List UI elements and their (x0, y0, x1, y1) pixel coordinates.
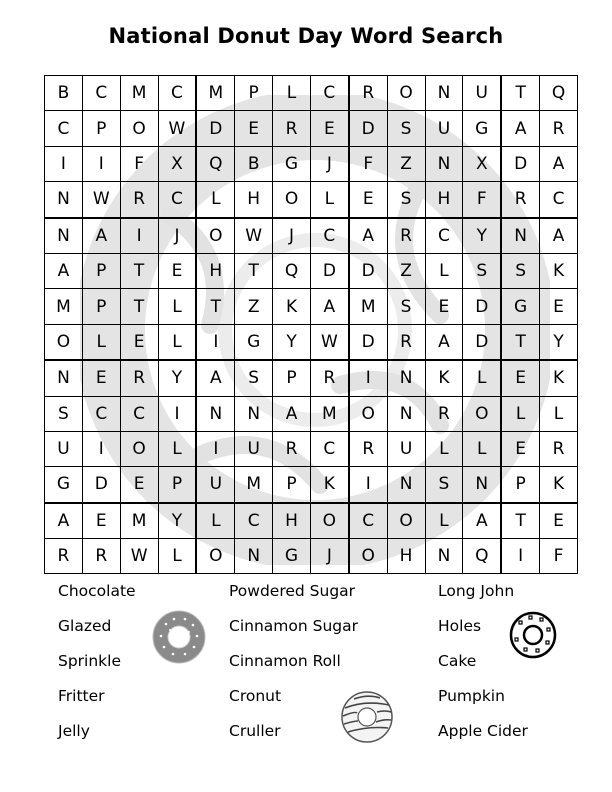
grid-cell: O (273, 182, 311, 218)
grid-cell: F (463, 182, 501, 218)
grid-row (45, 503, 578, 539)
grid-cell: Q (540, 76, 578, 111)
grid-cell: C (540, 182, 578, 218)
grid-cell: A (45, 253, 83, 288)
grid-cell: N (45, 218, 83, 254)
grid-cell: R (120, 360, 158, 396)
grid-cell: I (120, 218, 158, 254)
word-item: Sprinkle (58, 652, 121, 670)
grid-cell: K (273, 289, 311, 324)
letter-grid (44, 75, 578, 574)
grid-row (45, 253, 578, 288)
grid-cell: W (158, 111, 196, 146)
grid-cell: A (45, 503, 83, 539)
grid-cell: R (387, 324, 425, 360)
grid-row (45, 360, 578, 396)
grid-cell: O (349, 396, 387, 431)
grid-cell: O (120, 431, 158, 466)
grid-cell: R (501, 182, 539, 218)
grid-cell: A (425, 324, 463, 360)
grid-row (45, 218, 578, 254)
grid-cell: U (463, 76, 501, 111)
gray-sprinkled-donut-icon (152, 610, 206, 664)
grid-cell: L (158, 539, 196, 574)
grid-row (45, 111, 578, 146)
grid-cell: B (45, 76, 83, 111)
word-item: Holes (438, 617, 482, 635)
grid-cell: A (463, 503, 501, 539)
grid-cell: N (387, 467, 425, 503)
grid-cell: Y (540, 324, 578, 360)
grid-cell: J (158, 218, 196, 254)
grid-row (45, 146, 578, 181)
grid-cell: E (310, 111, 348, 146)
grid-cell: I (45, 146, 83, 181)
grid-cell: C (349, 503, 387, 539)
grid-cell: O (349, 539, 387, 574)
grid-cell: C (158, 76, 196, 111)
grid-cell: N (387, 360, 425, 396)
grid-cell: F (120, 146, 158, 181)
grid-cell: N (425, 539, 463, 574)
grid-cell: R (45, 539, 83, 574)
grid-cell: M (120, 503, 158, 539)
grid-cell: K (540, 253, 578, 288)
grid-cell: D (196, 111, 234, 146)
grid-cell: I (82, 146, 120, 181)
grid-cell: E (82, 360, 120, 396)
grid-cell: R (273, 431, 311, 466)
grid-cell: P (273, 467, 311, 503)
grid-cell: T (501, 324, 539, 360)
grid-cell: W (310, 324, 348, 360)
grid-cell: N (235, 539, 273, 574)
grid-cell: D (310, 253, 348, 288)
grid-cell: E (349, 182, 387, 218)
grid-cell: Y (273, 324, 311, 360)
grid-cell: M (235, 467, 273, 503)
grid-cell: E (158, 253, 196, 288)
grid-cell: E (120, 324, 158, 360)
grid-cell: O (463, 396, 501, 431)
word-item: Cruller (229, 722, 281, 740)
grid-row (45, 467, 578, 503)
grid-cell: T (501, 503, 539, 539)
grid-cell: T (120, 289, 158, 324)
grid-row (45, 431, 578, 466)
grid-row (45, 182, 578, 218)
grid-cell: R (349, 76, 387, 111)
grid-cell: A (501, 111, 539, 146)
grid-cell: S (425, 467, 463, 503)
grid-cell: L (425, 503, 463, 539)
grid-cell: L (158, 431, 196, 466)
striped-donut-icon (340, 690, 394, 744)
grid-cell: L (540, 396, 578, 431)
grid-cell: U (196, 467, 234, 503)
grid-cell: L (158, 324, 196, 360)
grid-cell: L (273, 76, 311, 111)
grid-cell: O (310, 503, 348, 539)
word-item: Jelly (58, 722, 90, 740)
grid-cell: P (273, 360, 311, 396)
grid-cell: C (45, 111, 83, 146)
grid-cell: M (349, 289, 387, 324)
grid-cell: T (501, 76, 539, 111)
grid-cell: E (425, 289, 463, 324)
grid-cell: W (120, 539, 158, 574)
word-item: Apple Cider (438, 722, 528, 740)
grid-cell: K (425, 360, 463, 396)
grid-cell: I (196, 431, 234, 466)
grid-cell: Z (235, 289, 273, 324)
outlined-sprinkle-donut-icon (509, 611, 557, 659)
grid-cell: T (235, 253, 273, 288)
grid-cell: K (540, 467, 578, 503)
grid-cell: D (349, 111, 387, 146)
grid-cell: S (387, 111, 425, 146)
word-item: Cinnamon Roll (229, 652, 341, 670)
grid-cell: R (425, 396, 463, 431)
grid-cell: B (235, 146, 273, 181)
grid-cell: O (196, 539, 234, 574)
grid-cell: F (540, 539, 578, 574)
grid-cell: L (425, 431, 463, 466)
word-item: Long John (438, 582, 515, 600)
grid-cell: U (45, 431, 83, 466)
grid-cell: R (349, 431, 387, 466)
grid-cell: N (196, 396, 234, 431)
word-item: Cronut (229, 687, 282, 705)
grid-cell: A (273, 396, 311, 431)
grid-cell: W (235, 218, 273, 254)
grid-cell: F (349, 146, 387, 181)
grid-cell: G (463, 111, 501, 146)
grid-cell: E (82, 503, 120, 539)
grid-cell: H (235, 182, 273, 218)
grid-cell: S (463, 253, 501, 288)
grid-cell: L (463, 360, 501, 396)
grid-cell: A (196, 360, 234, 396)
grid-cell: U (425, 111, 463, 146)
grid-cell: S (387, 289, 425, 324)
grid-cell: C (158, 182, 196, 218)
grid-cell: M (196, 76, 234, 111)
grid-cell: D (463, 324, 501, 360)
grid-cell: P (501, 467, 539, 503)
grid-cell: J (310, 539, 348, 574)
grid-cell: L (463, 431, 501, 466)
grid-cell: R (120, 182, 158, 218)
grid-cell: D (463, 289, 501, 324)
grid-cell: S (235, 360, 273, 396)
word-item: Pumpkin (438, 687, 505, 705)
grid-cell: C (310, 76, 348, 111)
grid-cell: A (540, 146, 578, 181)
grid-cell: R (310, 360, 348, 396)
grid-cell: U (235, 431, 273, 466)
grid-cell: I (349, 467, 387, 503)
grid-cell: Q (273, 253, 311, 288)
grid-cell: N (45, 360, 83, 396)
grid-cell: O (45, 324, 83, 360)
grid-cell: N (387, 396, 425, 431)
grid-cell: G (501, 289, 539, 324)
grid-cell: O (387, 503, 425, 539)
grid-cell: P (235, 76, 273, 111)
grid-cell: I (196, 324, 234, 360)
page-title: National Donut Day Word Search (108, 24, 504, 48)
grid-cell: G (273, 146, 311, 181)
grid-cell: E (540, 503, 578, 539)
grid-cell: G (273, 539, 311, 574)
grid-cell: M (310, 396, 348, 431)
grid-cell: I (82, 431, 120, 466)
grid-cell: T (196, 289, 234, 324)
grid-cell: C (235, 503, 273, 539)
grid-cell: A (82, 218, 120, 254)
grid-cell: O (120, 111, 158, 146)
grid-cell: N (501, 218, 539, 254)
grid-cell: I (158, 396, 196, 431)
grid-row (45, 289, 578, 324)
grid-cell: E (501, 431, 539, 466)
grid-cell: H (387, 539, 425, 574)
grid-cell: A (310, 289, 348, 324)
grid-cell: Y (463, 218, 501, 254)
grid-cell: R (387, 218, 425, 254)
grid-cell: A (540, 218, 578, 254)
grid-cell: L (310, 182, 348, 218)
grid-cell: N (425, 76, 463, 111)
word-item: Cinnamon Sugar (229, 617, 358, 635)
grid-cell: E (120, 467, 158, 503)
grid-cell: Y (158, 360, 196, 396)
grid-cell: R (540, 431, 578, 466)
grid-cell: C (120, 396, 158, 431)
grid-row (45, 324, 578, 360)
grid-cell: D (349, 324, 387, 360)
grid-cell: P (158, 467, 196, 503)
grid-cell: X (463, 146, 501, 181)
grid-cell: Q (196, 146, 234, 181)
word-item: Glazed (58, 617, 112, 635)
grid-cell: L (158, 289, 196, 324)
grid-cell: D (82, 467, 120, 503)
grid-cell: Z (387, 253, 425, 288)
grid-cell: A (349, 218, 387, 254)
grid-cell: K (310, 467, 348, 503)
grid-cell: R (540, 111, 578, 146)
grid-cell: I (349, 360, 387, 396)
grid-cell: L (501, 396, 539, 431)
grid-cell: M (45, 289, 83, 324)
grid-cell: L (196, 503, 234, 539)
grid-cell: R (273, 111, 311, 146)
grid-cell: C (425, 218, 463, 254)
grid-cell: N (425, 146, 463, 181)
grid-cell: P (82, 111, 120, 146)
grid-cell: J (273, 218, 311, 254)
grid-row (45, 396, 578, 431)
grid-cell: C (82, 76, 120, 111)
grid-cell: P (82, 253, 120, 288)
grid-cell: S (501, 253, 539, 288)
grid-cell: I (501, 539, 539, 574)
grid-row (45, 76, 578, 111)
grid-cell: U (387, 431, 425, 466)
grid-cell: Z (387, 146, 425, 181)
grid-cell: N (463, 467, 501, 503)
grid-cell: O (387, 76, 425, 111)
grid-cell: D (349, 253, 387, 288)
grid-cell: P (82, 289, 120, 324)
word-item: Fritter (58, 687, 105, 705)
grid-cell: Q (463, 539, 501, 574)
word-item: Cake (438, 652, 477, 670)
grid-cell: X (158, 146, 196, 181)
grid-cell: L (425, 253, 463, 288)
word-item: Powdered Sugar (229, 582, 356, 600)
grid-cell: S (45, 396, 83, 431)
word-item: Chocolate (58, 582, 136, 600)
grid-cell: C (310, 218, 348, 254)
grid-cell: Y (158, 503, 196, 539)
grid-cell: H (425, 182, 463, 218)
grid-cell: S (387, 182, 425, 218)
grid-row (45, 539, 578, 574)
grid-cell: C (310, 431, 348, 466)
grid-cell: K (540, 360, 578, 396)
grid-cell: G (45, 467, 83, 503)
grid-cell: D (501, 146, 539, 181)
grid-cell: E (235, 111, 273, 146)
grid-cell: C (82, 396, 120, 431)
grid-cell: M (120, 76, 158, 111)
word-list (0, 580, 612, 780)
grid-cell: L (82, 324, 120, 360)
grid-cell: E (501, 360, 539, 396)
grid-cell: G (235, 324, 273, 360)
grid-cell: E (540, 289, 578, 324)
grid-cell: N (235, 396, 273, 431)
grid-cell: H (273, 503, 311, 539)
grid-cell: W (82, 182, 120, 218)
grid-cell: R (82, 539, 120, 574)
grid-cell: L (196, 182, 234, 218)
grid-cell: N (45, 182, 83, 218)
grid-cell: T (120, 253, 158, 288)
grid-cell: H (196, 253, 234, 288)
grid-cell: J (310, 146, 348, 181)
grid-cell: O (196, 218, 234, 254)
